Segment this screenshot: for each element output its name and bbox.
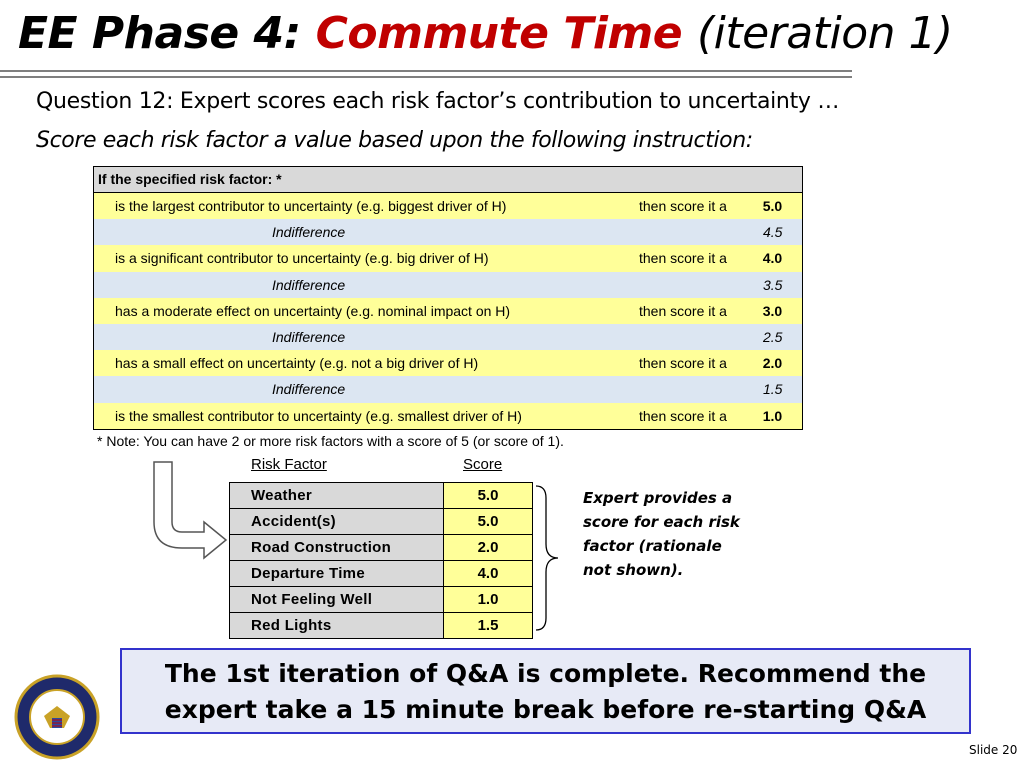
risk-factor-table [229,482,533,639]
title-accent: Commute Time [315,8,683,59]
score-row-text: is the largest contributor to uncertainty (e.g. biggest driver of H) [115,198,507,215]
score-row-text: Indifference [272,224,346,241]
scoring-table [93,166,803,430]
risk-factor-score: 5.0 [444,483,532,508]
risk-factor-score: 1.5 [444,613,532,638]
title-rule-bottom [0,76,852,78]
navy-seal-logo [14,674,100,760]
score-row [94,403,802,429]
risk-factor-name: Weather [230,483,444,508]
risk-factor-name: Road Construction [230,535,444,560]
score-row-value: 3.5 [762,276,783,293]
bent-arrow-icon [150,460,230,560]
scoring-table-header: If the specified risk factor: * [94,167,802,193]
score-row-then: then score it a [639,407,727,424]
score-row-value: 1.5 [762,381,783,398]
risk-factor-score: 4.0 [444,561,532,586]
score-row-text: is the smallest contributor to uncertainty (e.g. smallest driver of H) [115,407,522,424]
callout-box: The 1st iteration of Q&A is complete. Recommend the expert take a 15 minute break before re-starting Q&A [120,648,971,734]
table-row [230,483,532,509]
risk-factor-name: Red Lights [230,613,444,638]
score-row [94,298,802,324]
score-row [94,245,802,271]
slide-number: Slide 20 [969,743,1018,757]
question-text: Question 12: Expert scores each risk factor’s contribution to uncertainty … [36,89,840,114]
score-row-value: 4.0 [762,250,783,267]
score-row-text: is a significant contributor to uncertainty (e.g. big driver of H) [115,250,489,267]
slide-title [18,8,953,59]
score-row-then: then score it a [639,302,727,319]
score-column-header: Score [463,456,503,473]
risk-factor-name: Accident(s) [230,509,444,534]
risk-factor-name: Departure Time [230,561,444,586]
indifference-row [94,219,802,245]
table-row [230,509,532,535]
title-rule-top [0,70,852,72]
table-row [230,561,532,587]
score-row-value: 3.0 [762,302,783,319]
score-row-value: 1.0 [762,407,783,424]
score-row-then: then score it a [639,250,727,267]
indifference-row [94,272,802,298]
risk-factor-name: Not Feeling Well [230,587,444,612]
indifference-row [94,324,802,350]
risk-factor-score: 1.0 [444,587,532,612]
title-prefix: EE Phase 4: [18,8,301,59]
score-row-value: 2.5 [762,329,783,346]
score-row-text: Indifference [272,276,346,293]
score-row-value: 2.0 [762,355,783,372]
risk-factor-score: 2.0 [444,535,532,560]
table-row [230,587,532,613]
footnote: * Note: You can have 2 or more risk factors with a score of 5 (or score of 1). [97,433,564,449]
right-brace-icon [534,484,564,634]
indifference-row [94,376,802,402]
score-row-then: then score it a [639,198,727,215]
score-row-then: then score it a [639,355,727,372]
score-row-text: Indifference [272,329,346,346]
risk-factor-score: 5.0 [444,509,532,534]
title-suffix: (iteration 1) [696,8,953,59]
score-row [94,193,802,219]
score-row [94,350,802,376]
table-row [230,535,532,561]
score-row-text: has a moderate effect on uncertainty (e.g. nominal impact on H) [115,302,511,319]
score-row-text: has a small effect on uncertainty (e.g. not a big driver of H) [115,355,479,372]
table-row [230,613,532,638]
score-row-value: 5.0 [762,198,783,215]
expert-note: Expert provides a score for each risk factor (rationale not shown). [583,489,740,579]
instruction-text: Score each risk factor a value based upon the following instruction: [36,128,753,153]
risk-factor-column-header: Risk Factor [251,456,327,473]
score-row-value: 4.5 [762,224,783,241]
score-row-text: Indifference [272,381,346,398]
